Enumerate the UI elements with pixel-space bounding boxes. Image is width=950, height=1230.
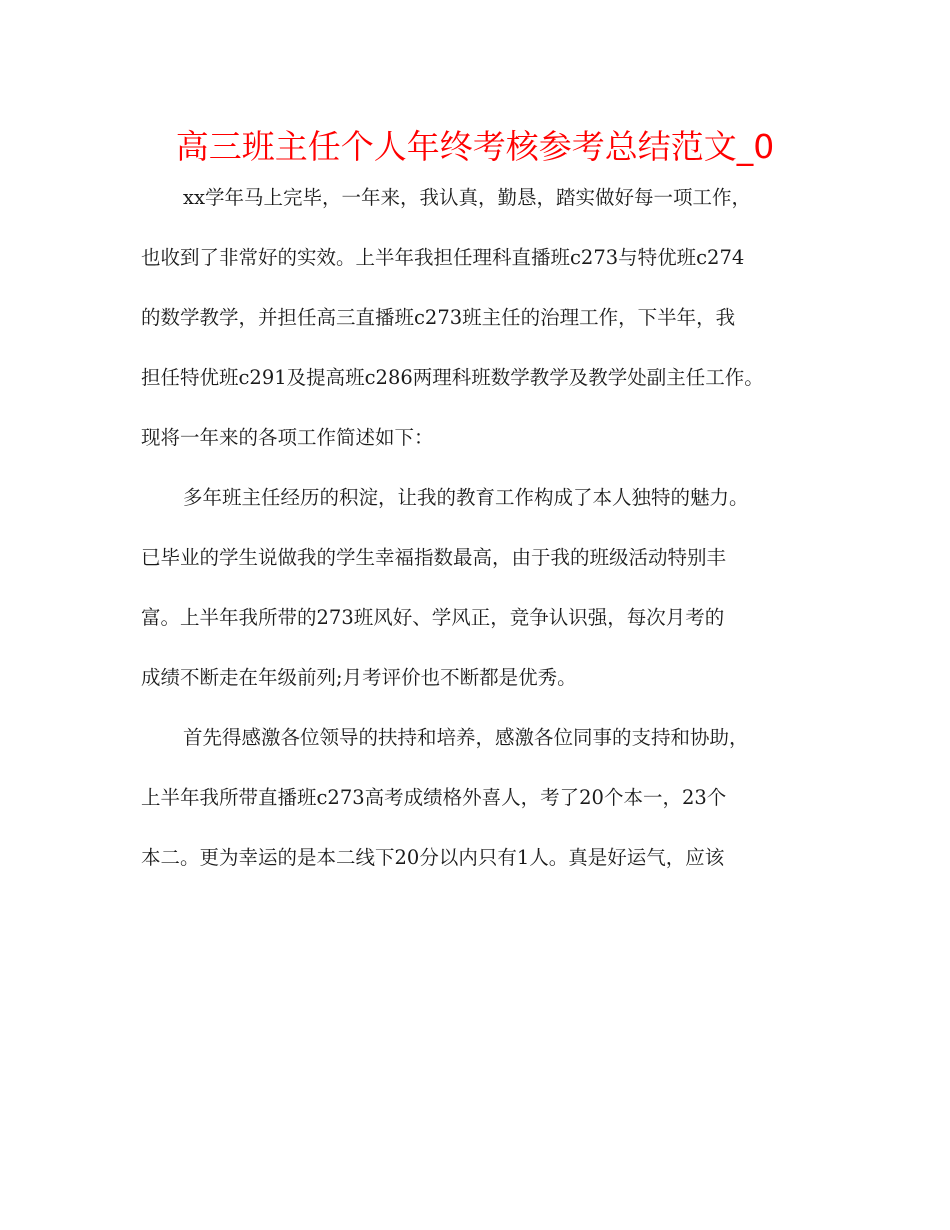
paragraph-line: 也收到了非常好的实效。上半年我担任理科直播班c273与特优班c274 bbox=[141, 246, 745, 269]
paragraph-line: 多年班主任经历的积淀，让我的教育工作构成了本人独特的魅力。 bbox=[183, 486, 749, 509]
paragraph-line: 上半年我所带直播班c273高考成绩格外喜人，考了20个本一，23个 bbox=[141, 786, 727, 809]
paragraph-line: xx学年马上完毕，一年来，我认真，勤恳，踏实做好每一项工作， bbox=[183, 186, 751, 209]
paragraph-line: 富。上半年我所带的273班风好、学风正，竞争认识强，每次月考的 bbox=[141, 606, 725, 629]
paragraph-line: 成绩不断走在年级前列;月考评价也不断都是优秀。 bbox=[141, 666, 577, 689]
paragraph-line: 本二。更为幸运的是本二线下20分以内只有1人。真是好运气，应该 bbox=[141, 846, 725, 869]
paragraph-line: 已毕业的学生说做我的学生幸福指数最高，由于我的班级活动特别丰 bbox=[141, 546, 727, 569]
paragraph-line: 首先得感激各位领导的扶持和培养，感激各位同事的支持和协助， bbox=[183, 726, 749, 749]
paragraph-line: 担任特优班c291及提高班c286两理科班数学教学及教学处副主任工作。 bbox=[141, 366, 764, 389]
document-title: 高三班主任个人年终考核参考总结范文_0 bbox=[175, 127, 775, 166]
document-body bbox=[141, 168, 841, 888]
paragraph-line: 现将一年来的各项工作简述如下： bbox=[141, 426, 434, 449]
paragraph-line: 的数学教学，并担任高三直播班c273班主任的治理工作，下半年，我 bbox=[141, 306, 736, 329]
